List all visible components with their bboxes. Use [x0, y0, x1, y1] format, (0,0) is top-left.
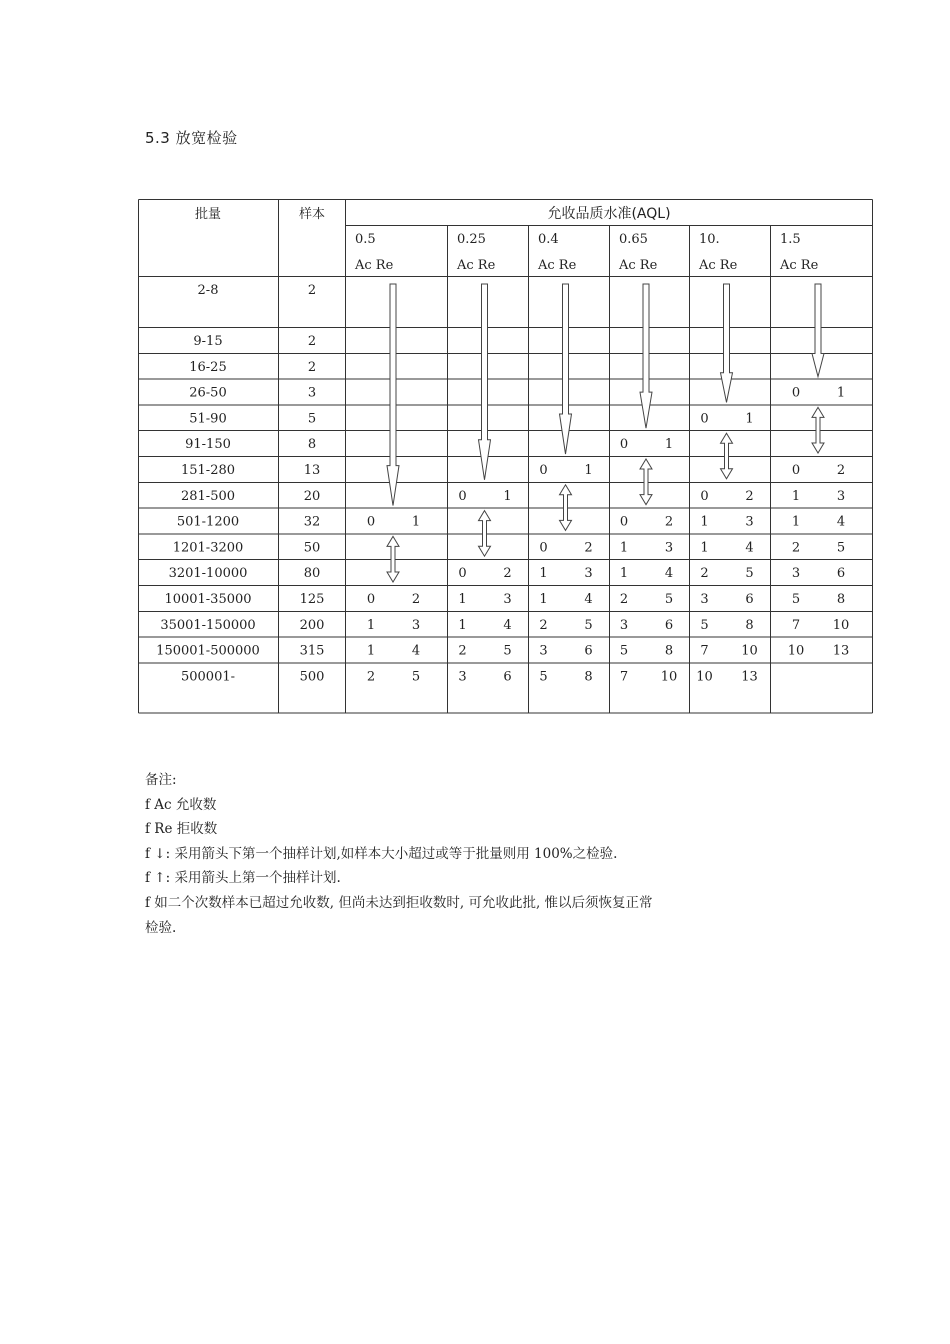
- ac-value: 5: [619, 643, 629, 659]
- ac-value: 0: [791, 463, 801, 478]
- ac-value: 0: [700, 411, 709, 427]
- ac-value: 0: [366, 514, 376, 530]
- sample-size-cell: 200: [299, 617, 325, 633]
- sample-header: 样本: [298, 207, 326, 222]
- sample-size-cell: 2: [307, 283, 317, 298]
- ac-value: 0: [458, 488, 467, 504]
- lot-size-cell: 500001-: [180, 669, 236, 685]
- ac-value: 10: [696, 669, 713, 685]
- ac-value: 1: [539, 592, 548, 607]
- down-arrow: [640, 284, 652, 428]
- ac-value: 1: [366, 617, 376, 633]
- ac-value: 7: [619, 669, 629, 685]
- table-arrows: [387, 284, 824, 582]
- sample-size-cell: 315: [299, 643, 325, 659]
- re-value: 1: [745, 411, 754, 427]
- re-value: 6: [503, 669, 512, 685]
- re-value: 8: [836, 592, 846, 607]
- re-value: 3: [836, 488, 846, 504]
- re-value: 1: [503, 488, 512, 504]
- re-value: 8: [584, 669, 593, 685]
- sample-size-cell: 8: [307, 437, 317, 453]
- sample-size-cell: 80: [303, 566, 321, 582]
- lot-size-cell: 91-150: [185, 437, 231, 453]
- re-value: 4: [664, 566, 674, 582]
- sample-size-cell: 125: [299, 592, 325, 607]
- re-value: 1: [411, 514, 421, 530]
- ac-value: 3: [791, 566, 801, 582]
- aql-level: 10.: [699, 232, 720, 247]
- ac-re-subheader: Ac Re: [355, 258, 394, 273]
- ac-re-subheader: Ac Re: [780, 258, 819, 273]
- notes: [145, 768, 653, 940]
- lot-size-cell: 9-15: [193, 334, 223, 349]
- ac-value: 1: [366, 643, 376, 659]
- ac-value: 1: [700, 540, 709, 556]
- lot-size-cell: 10001-35000: [164, 592, 252, 607]
- re-value: 3: [584, 566, 593, 582]
- ac-value: 1: [619, 566, 629, 582]
- ac-value: 0: [619, 437, 629, 453]
- ac-value: 0: [619, 514, 629, 530]
- sample-size-cell: 13: [303, 463, 321, 478]
- down-arrow: [560, 284, 572, 454]
- lot-size-cell: 501-1200: [176, 514, 240, 530]
- ac-re-subheader: Ac Re: [619, 258, 658, 273]
- re-value: 13: [832, 643, 850, 659]
- re-value: 2: [411, 592, 421, 607]
- aql-level: 0.5: [355, 232, 376, 247]
- aql-header: 允收品质水准(AQL): [547, 206, 671, 222]
- sample-size-cell: 3: [307, 385, 317, 401]
- ac-re-subheader: Ac Re: [457, 258, 496, 273]
- sample-size-cell: 20: [303, 488, 321, 504]
- lot-size-cell: 2-8: [197, 283, 219, 298]
- re-value: 6: [664, 617, 674, 633]
- sample-size-cell: 50: [303, 540, 321, 556]
- ac-value: 3: [458, 669, 467, 685]
- re-value: 2: [745, 488, 754, 504]
- note-re: f Re 拒收数: [145, 821, 218, 838]
- ac-value: 0: [700, 488, 709, 504]
- note-ac: f Ac 允收数: [145, 796, 217, 813]
- table-grid: [139, 200, 873, 713]
- ac-value: 5: [700, 617, 709, 633]
- ac-value: 1: [539, 566, 548, 582]
- ac-value: 5: [539, 669, 548, 685]
- note-double-sampling-cont: 检验.: [145, 919, 177, 936]
- re-value: 4: [411, 643, 421, 659]
- lot-size-cell: 51-90: [189, 411, 227, 427]
- re-value: 6: [745, 592, 754, 607]
- lot-size-cell: 26-50: [189, 385, 227, 401]
- lot-size-cell: 1201-3200: [172, 540, 244, 556]
- re-value: 1: [584, 463, 593, 478]
- lot-size-cell: 151-280: [180, 463, 236, 478]
- sample-size-cell: 32: [303, 514, 321, 530]
- ac-value: 2: [619, 592, 629, 607]
- ac-value: 0: [539, 463, 548, 478]
- ac-value: 0: [791, 385, 801, 401]
- ac-value: 3: [619, 617, 629, 633]
- ac-value: 3: [539, 643, 548, 659]
- notes-title: 备注:: [145, 772, 177, 788]
- re-value: 10: [660, 669, 678, 685]
- re-value: 6: [836, 566, 846, 582]
- re-value: 5: [836, 540, 846, 556]
- re-value: 1: [836, 385, 846, 401]
- re-value: 3: [664, 540, 674, 556]
- re-value: 5: [411, 669, 421, 685]
- sample-size-cell: 5: [307, 411, 317, 427]
- note-down-arrow: f ↓: 采用箭头下第一个抽样计划,如样本大小超过或等于批量则用 100%之检验.: [145, 845, 618, 862]
- lot-size-cell: 3201-10000: [168, 566, 248, 582]
- lot-size-header: 批量: [194, 207, 222, 222]
- re-value: 5: [503, 643, 512, 659]
- re-value: 3: [745, 514, 754, 530]
- section-heading: 5.3 放宽检验: [145, 129, 238, 147]
- re-value: 1: [664, 437, 674, 453]
- ac-value: 2: [539, 617, 548, 633]
- re-value: 3: [503, 592, 512, 607]
- re-value: 5: [664, 592, 674, 607]
- ac-re-subheader: Ac Re: [699, 258, 738, 273]
- re-value: 2: [584, 540, 593, 556]
- aql-level: 0.4: [538, 232, 559, 247]
- sample-size-cell: 500: [299, 669, 325, 685]
- lot-size-cell: 281-500: [180, 488, 236, 504]
- ac-re-subheader: Ac Re: [538, 258, 577, 273]
- ac-value: 1: [791, 514, 801, 530]
- ac-value: 7: [791, 617, 801, 633]
- ac-value: 2: [700, 566, 709, 582]
- table-header: [195, 205, 671, 222]
- sample-size-cell: 2: [307, 334, 317, 349]
- re-value: 10: [832, 617, 850, 633]
- down-arrow: [479, 284, 491, 480]
- re-value: 4: [503, 617, 512, 633]
- down-arrow: [721, 284, 733, 402]
- re-value: 5: [584, 617, 593, 633]
- table-body: [156, 283, 849, 684]
- sample-size-cell: 2: [307, 359, 317, 375]
- re-value: 4: [584, 592, 593, 607]
- ac-value: 7: [700, 643, 709, 659]
- lot-size-cell: 150001-500000: [156, 643, 260, 659]
- re-value: 2: [836, 463, 846, 478]
- re-value: 4: [745, 540, 754, 556]
- note-double-sampling: f 如二个次数样本已超过允收数, 但尚未达到拒收数时, 可允收此批, 惟以后须恢复正常: [145, 894, 653, 911]
- re-value: 5: [745, 566, 754, 582]
- down-arrow: [387, 284, 399, 506]
- ac-value: 1: [619, 540, 629, 556]
- ac-value: 1: [458, 592, 467, 607]
- re-value: 3: [411, 617, 421, 633]
- ac-value: 1: [791, 488, 801, 504]
- re-value: 10: [741, 643, 758, 659]
- ac-value: 3: [700, 592, 709, 607]
- aql-level: 0.25: [457, 232, 486, 247]
- aql-levels: [354, 232, 819, 273]
- aql-level: 0.65: [619, 232, 648, 247]
- re-value: 8: [664, 643, 674, 659]
- ac-value: 10: [787, 643, 805, 659]
- lot-size-cell: 16-25: [189, 359, 227, 375]
- aql-sampling-table: [138, 199, 874, 717]
- ac-value: 0: [366, 592, 376, 607]
- re-value: 13: [741, 669, 758, 685]
- ac-value: 1: [458, 617, 467, 633]
- ac-value: 0: [539, 540, 548, 556]
- ac-value: 5: [791, 592, 801, 607]
- re-value: 2: [664, 514, 674, 530]
- aql-level: 1.5: [780, 232, 801, 247]
- re-value: 4: [836, 514, 846, 530]
- down-arrow: [812, 284, 824, 377]
- re-value: 8: [745, 617, 754, 633]
- lot-size-cell: 35001-150000: [160, 617, 256, 633]
- note-up-arrow: f ↑: 采用箭头上第一个抽样计划.: [145, 870, 341, 887]
- ac-value: 0: [458, 566, 467, 582]
- ac-value: 2: [458, 643, 467, 659]
- re-value: 6: [584, 643, 593, 659]
- ac-value: 2: [791, 540, 801, 556]
- ac-value: 1: [700, 514, 709, 530]
- re-value: 2: [503, 566, 512, 582]
- ac-value: 2: [366, 669, 376, 685]
